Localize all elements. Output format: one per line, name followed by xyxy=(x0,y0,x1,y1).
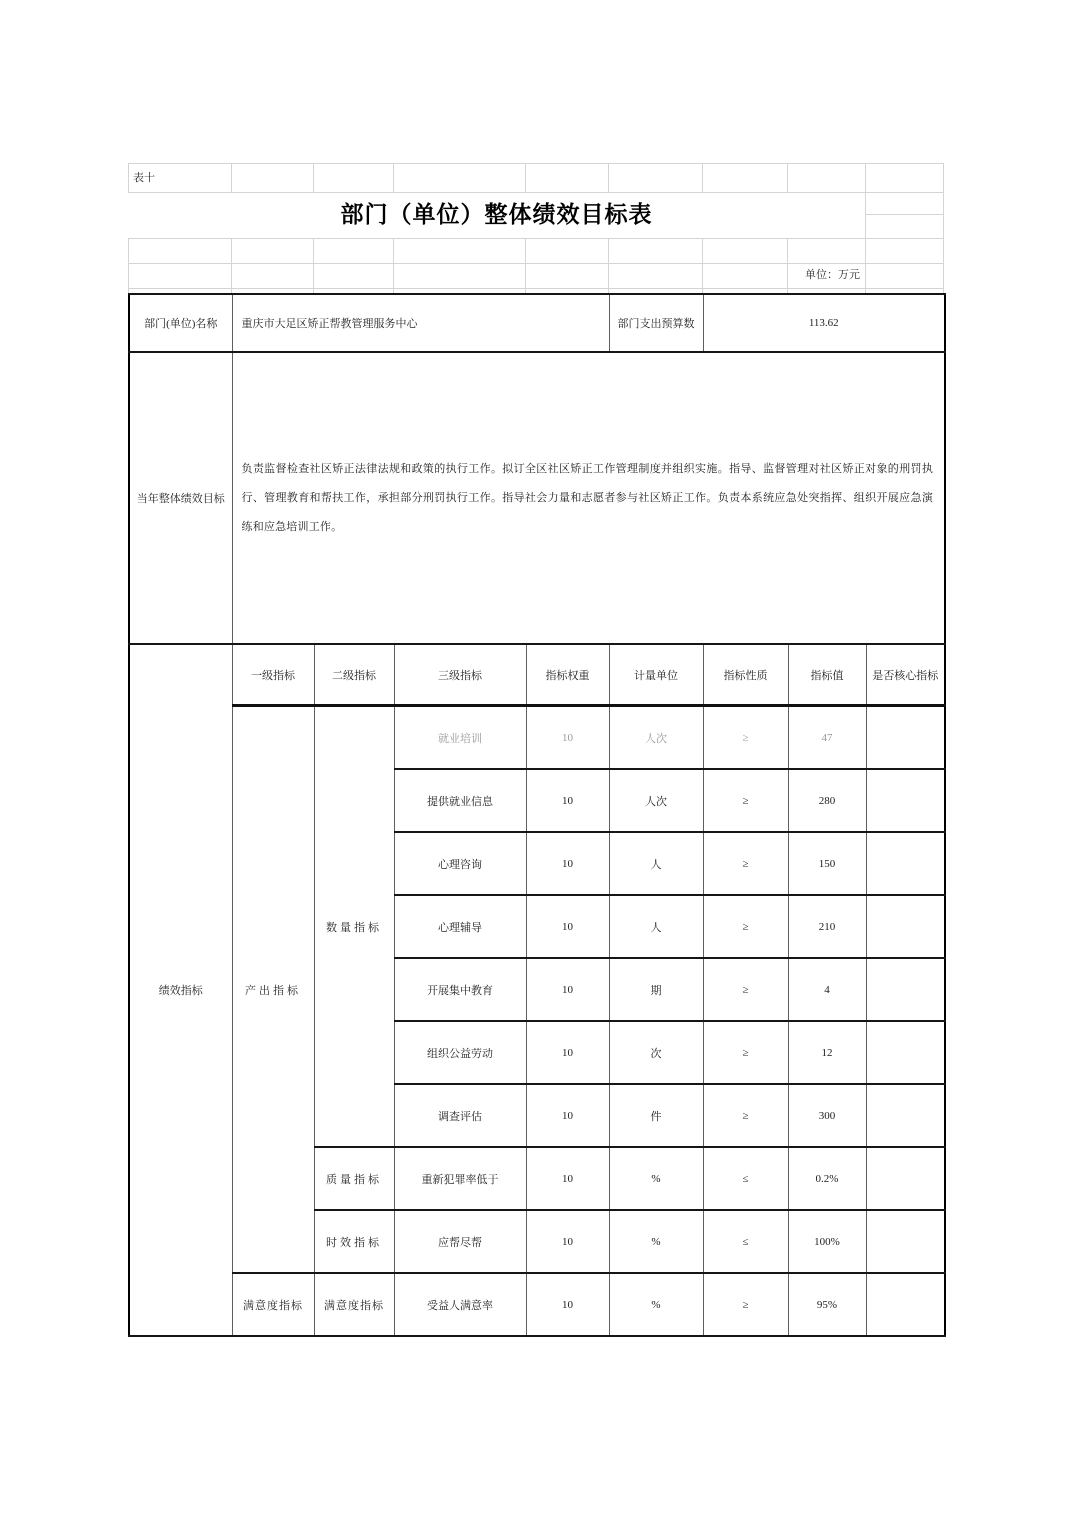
indicator-value: 150 xyxy=(788,832,866,895)
indicator-nature: ≤ xyxy=(703,1210,788,1273)
indicator-unit: % xyxy=(609,1210,703,1273)
indicator-core xyxy=(866,958,945,1021)
level1-satisfaction: 满意度指标 xyxy=(232,1273,314,1336)
header-nature: 指标性质 xyxy=(703,644,788,706)
indicator-nature: ≥ xyxy=(703,1021,788,1084)
indicator-weight: 10 xyxy=(526,1147,609,1210)
level2-timeliness: 时效指标 xyxy=(314,1210,394,1273)
indicator-weight: 10 xyxy=(526,895,609,958)
indicator-name: 组织公益劳动 xyxy=(394,1021,526,1084)
indicator-unit: 人 xyxy=(609,895,703,958)
level2-quality: 质量指标 xyxy=(314,1147,394,1210)
table-row xyxy=(129,1273,945,1336)
level2-satisfaction: 满意度指标 xyxy=(314,1273,394,1336)
indicator-name: 重新犯罪率低于 xyxy=(394,1147,526,1210)
indicator-name: 心理咨询 xyxy=(394,832,526,895)
budget-value: 113.62 xyxy=(703,294,945,352)
indicator-weight: 10 xyxy=(526,769,609,832)
indicator-value: 280 xyxy=(788,769,866,832)
indicator-core xyxy=(866,1021,945,1084)
indicator-nature: ≤ xyxy=(703,1147,788,1210)
indicator-value: 300 xyxy=(788,1084,866,1147)
indicator-unit: 次 xyxy=(609,1021,703,1084)
indicator-core xyxy=(866,1147,945,1210)
indicator-unit: 期 xyxy=(609,958,703,1021)
header-level3: 三级指标 xyxy=(394,644,526,706)
indicator-core xyxy=(866,832,945,895)
dept-name-value: 重庆市大足区矫正帮教管理服务中心 xyxy=(232,294,609,352)
indicator-unit: 件 xyxy=(609,1084,703,1147)
indicator-core xyxy=(866,1273,945,1336)
header-value: 指标值 xyxy=(788,644,866,706)
indicator-core xyxy=(866,1084,945,1147)
page-title: 部门（单位）整体绩效目标表 xyxy=(340,202,653,227)
goal-text: 负责监督检查社区矫正法律法规和政策的执行工作。拟订全区社区矫正工作管理制度并组织实施。指导、监督管理对社区矫正对象的刑罚执行、管理教育和帮扶工作，承担部分刑罚执行工作。指导社会力量和志愿者参与社区矫正工作。负责本系统应急处突指挥、组织开展应急演练和应急培训工作。 xyxy=(232,352,945,644)
indicator-weight: 10 xyxy=(526,706,609,770)
section-label: 绩效指标 xyxy=(129,644,232,1336)
header-level2: 二级指标 xyxy=(314,644,394,706)
sheet-tag: 表十 xyxy=(133,172,155,184)
indicator-value: 210 xyxy=(788,895,866,958)
header-core: 是否核心指标 xyxy=(866,644,945,706)
indicator-name: 提供就业信息 xyxy=(394,769,526,832)
indicator-value: 95% xyxy=(788,1273,866,1336)
indicator-nature: ≥ xyxy=(703,769,788,832)
indicator-nature: ≥ xyxy=(703,1273,788,1336)
indicator-value: 12 xyxy=(788,1021,866,1084)
indicator-name: 应帮尽帮 xyxy=(394,1210,526,1273)
indicator-value: 100% xyxy=(788,1210,866,1273)
header-weight: 指标权重 xyxy=(526,644,609,706)
indicator-nature: ≥ xyxy=(703,832,788,895)
indicator-weight: 10 xyxy=(526,832,609,895)
indicator-name: 受益人满意率 xyxy=(394,1273,526,1336)
indicator-core xyxy=(866,706,945,770)
indicator-core xyxy=(866,895,945,958)
indicator-weight: 10 xyxy=(526,958,609,1021)
indicator-name: 就业培训 xyxy=(394,706,526,770)
indicator-weight: 10 xyxy=(526,1084,609,1147)
indicator-value: 4 xyxy=(788,958,866,1021)
table-row xyxy=(129,352,945,644)
indicator-unit: 人 xyxy=(609,832,703,895)
indicator-nature: ≥ xyxy=(703,706,788,770)
indicator-core xyxy=(866,769,945,832)
indicator-nature: ≥ xyxy=(703,1084,788,1147)
indicator-unit: % xyxy=(609,1147,703,1210)
indicator-name: 调查评估 xyxy=(394,1084,526,1147)
unit-note: 单位：万元 xyxy=(805,269,860,281)
table-row xyxy=(129,294,945,352)
indicator-nature: ≥ xyxy=(703,895,788,958)
dept-name-label: 部门(单位)名称 xyxy=(129,294,232,352)
indicator-unit: % xyxy=(609,1273,703,1336)
indicator-name: 开展集中教育 xyxy=(394,958,526,1021)
level2-quantity: 数量指标 xyxy=(314,706,394,1148)
indicator-value: 47 xyxy=(788,706,866,770)
budget-label: 部门支出预算数 xyxy=(609,294,703,352)
header-level1: 一级指标 xyxy=(232,644,314,706)
indicator-value: 0.2% xyxy=(788,1147,866,1210)
indicator-nature: ≥ xyxy=(703,958,788,1021)
indicator-unit: 人次 xyxy=(609,769,703,832)
indicator-unit: 人次 xyxy=(609,706,703,770)
indicator-weight: 10 xyxy=(526,1273,609,1336)
indicator-name: 心理辅导 xyxy=(394,895,526,958)
table-header-row xyxy=(129,644,945,706)
indicator-weight: 10 xyxy=(526,1021,609,1084)
header-unit: 计量单位 xyxy=(609,644,703,706)
indicator-core xyxy=(866,1210,945,1273)
goal-label: 当年整体绩效目标 xyxy=(129,352,232,644)
level1-output: 产出指标 xyxy=(232,706,314,1274)
table-row xyxy=(129,706,945,770)
performance-target-table xyxy=(128,293,946,1337)
indicator-weight: 10 xyxy=(526,1210,609,1273)
